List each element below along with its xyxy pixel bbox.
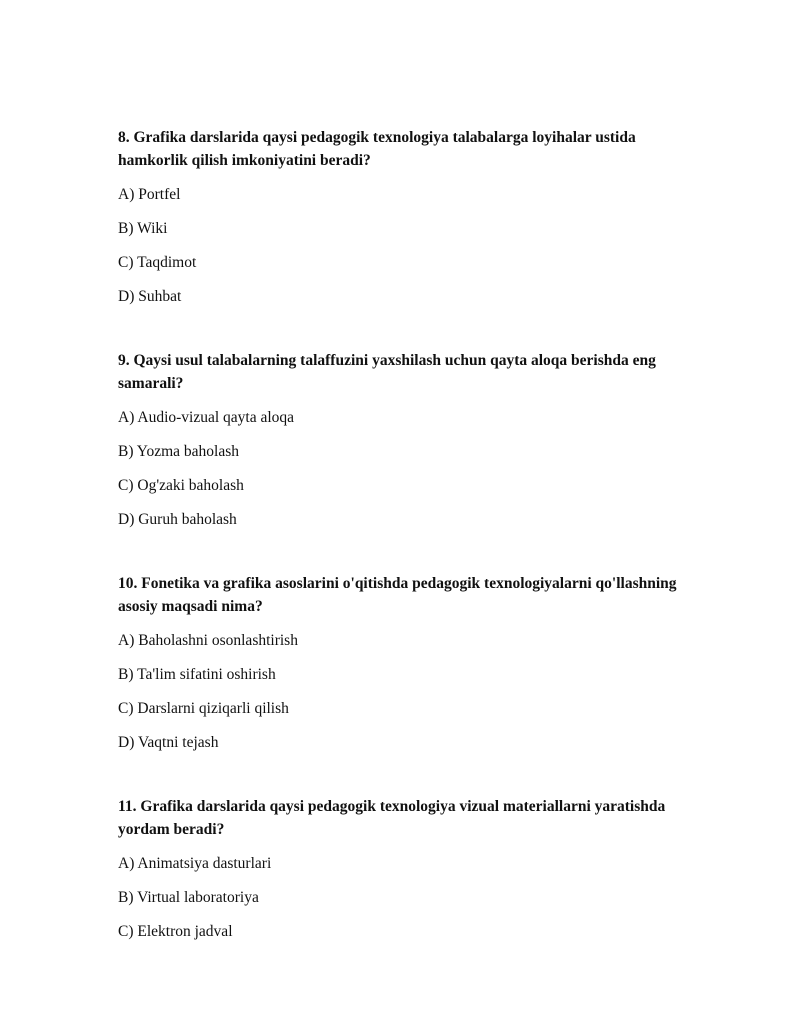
- answer-option: C) Og'zaki baholash: [118, 477, 244, 494]
- question-block-9: [118, 349, 688, 530]
- answer-option: C) Taqdimot: [118, 254, 197, 271]
- answer-option: D) Guruh baholash: [118, 511, 237, 528]
- answer-options: [118, 408, 688, 530]
- question-block-10: [118, 572, 688, 753]
- answer-option: C) Darslarni qiziqarli qilish: [118, 700, 289, 717]
- answer-options: [118, 631, 688, 753]
- answer-option: D) Suhbat: [118, 288, 182, 305]
- answer-option: B) Wiki: [118, 220, 168, 237]
- answer-option: B) Ta'lim sifatini oshirish: [118, 666, 276, 683]
- answer-option: A) Baholashni osonlashtirish: [118, 632, 298, 649]
- answer-option: C) Elektron jadval: [118, 923, 233, 940]
- answer-option: A) Audio-vizual qayta aloqa: [118, 409, 295, 426]
- answer-option: D) Vaqtni tejash: [118, 734, 219, 751]
- answer-options: [118, 854, 688, 942]
- answer-option: A) Animatsiya dasturlari: [118, 855, 272, 872]
- answer-option: B) Yozma baholash: [118, 443, 239, 460]
- answer-option: A) Portfel: [118, 186, 181, 203]
- question-block-11: [118, 795, 688, 942]
- answer-option: B) Virtual laboratoriya: [118, 889, 259, 906]
- question-text: 11. Grafika darslarida qaysi pedagogik texnologiya vizual materiallarni yaratishda yordam beradi?: [118, 798, 666, 838]
- question-text: 10. Fonetika va grafika asoslarini o'qitishda pedagogik texnologiyalarni qo'llashning asosiy maqsadi nima?: [118, 575, 677, 615]
- question-text: 8. Grafika darslarida qaysi pedagogik texnologiya talabalarga loyihalar ustida hamkorlik qilish imkoniyatini beradi?: [118, 129, 636, 169]
- question-block-8: [118, 126, 688, 307]
- answer-options: [118, 185, 688, 307]
- question-text: 9. Qaysi usul talabalarning talaffuzini yaxshilash uchun qayta aloqa berishda eng samarali?: [118, 352, 656, 392]
